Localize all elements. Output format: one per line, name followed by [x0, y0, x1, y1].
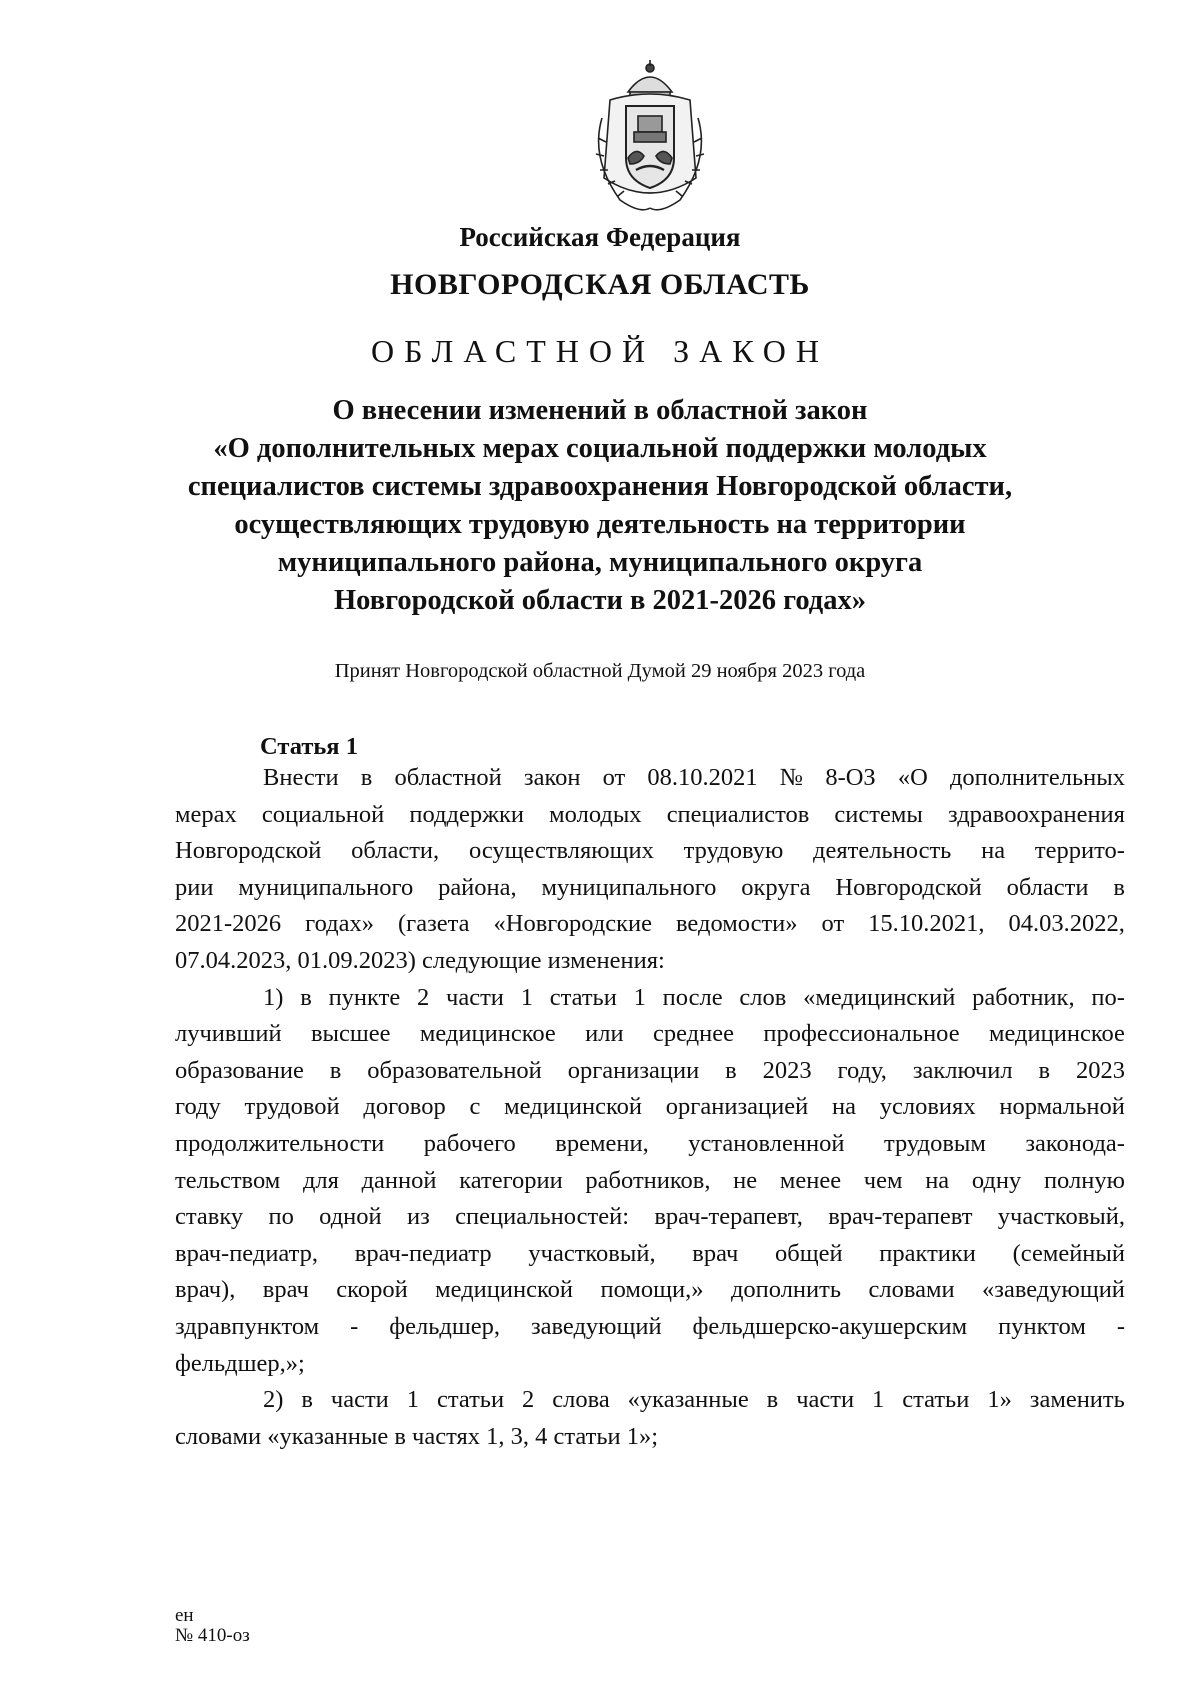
footer-initials: ен	[175, 1605, 194, 1626]
body-line: врач), врач скорой медицинской помощи,» дополнить словами «заведующий	[175, 1276, 1125, 1304]
body-line: лучивший высшее медицинское или среднее профессиональное медицинское	[175, 1020, 1125, 1048]
title-line: специалистов системы здравоохранения Новгородской области,	[187, 471, 1013, 502]
law-title	[150, 392, 1050, 620]
article-body	[175, 760, 1125, 1455]
article-heading: Статья 1	[260, 733, 358, 760]
region-name: НОВГОРОДСКАЯ ОБЛАСТЬ	[390, 268, 810, 301]
body-line: тельством для данной категории работников, не менее чем на одну полную	[175, 1166, 1125, 1194]
country-name: Российская Федерация	[459, 222, 741, 252]
body-line: году трудовой договор с медицинской организацией на условиях нормальной	[175, 1093, 1125, 1121]
footer-number: № 410-оз	[175, 1625, 250, 1646]
body-line: фельдшер,»;	[175, 1349, 305, 1377]
coat-of-arms-icon	[580, 58, 720, 218]
body-line: врач-педиатр, врач-педиатр участковый, врач общей практики (семейный	[175, 1239, 1125, 1267]
body-line: 07.04.2023, 01.09.2023) следующие изменения:	[175, 946, 665, 974]
adoption-note: Принят Новгородской областной Думой 29 ноября 2023 года	[334, 660, 866, 682]
body-line: здравпунктом - фельдшер, заведующий фельдшерско-акушерским пунктом -	[175, 1312, 1125, 1340]
title-line: муниципального района, муниципального округа	[277, 547, 923, 578]
body-line: 1) в пункте 2 части 1 статьи 1 после слов «медицинский работник, по-	[263, 983, 1125, 1011]
body-line: мерах социальной поддержки молодых специалистов системы здравоохранения	[175, 800, 1125, 828]
title-line: О внесении изменений в областной закон	[332, 395, 868, 426]
body-line: 2021-2026 годах» (газета «Новгородские ведомости» от 15.10.2021, 04.03.2022,	[175, 910, 1125, 938]
body-line: Новгородской области, осуществляющих трудовую деятельность на террито-	[175, 837, 1125, 865]
footer-note	[175, 1606, 250, 1646]
title-line: «О дополнительных мерах социальной поддержки молодых	[213, 433, 987, 464]
body-line: рии муниципального района, муниципального округа Новгородской области в	[175, 873, 1125, 901]
body-line: 2) в части 1 статьи 2 слова «указанные в части 1 статьи 1» заменить	[263, 1386, 1125, 1414]
title-line: осуществляющих трудовую деятельность на территории	[234, 509, 966, 540]
document-type: ОБЛАСТНОЙ ЗАКОН	[370, 333, 830, 369]
body-line: словами «указанные в частях 1, 3, 4 статьи 1»;	[175, 1422, 659, 1450]
body-line: образование в образовательной организации в 2023 году, заключил в 2023	[175, 1056, 1125, 1084]
title-line: Новгородской области в 2021-2026 годах»	[334, 585, 866, 616]
body-line: продолжительности рабочего времени, установленной трудовым законода-	[175, 1129, 1125, 1157]
body-line: ставку по одной из специальностей: врач-терапевт, врач-терапевт участковый,	[175, 1203, 1125, 1231]
body-line: Внести в областной закон от 08.10.2021 № 8-ОЗ «О дополнительных	[263, 764, 1125, 791]
